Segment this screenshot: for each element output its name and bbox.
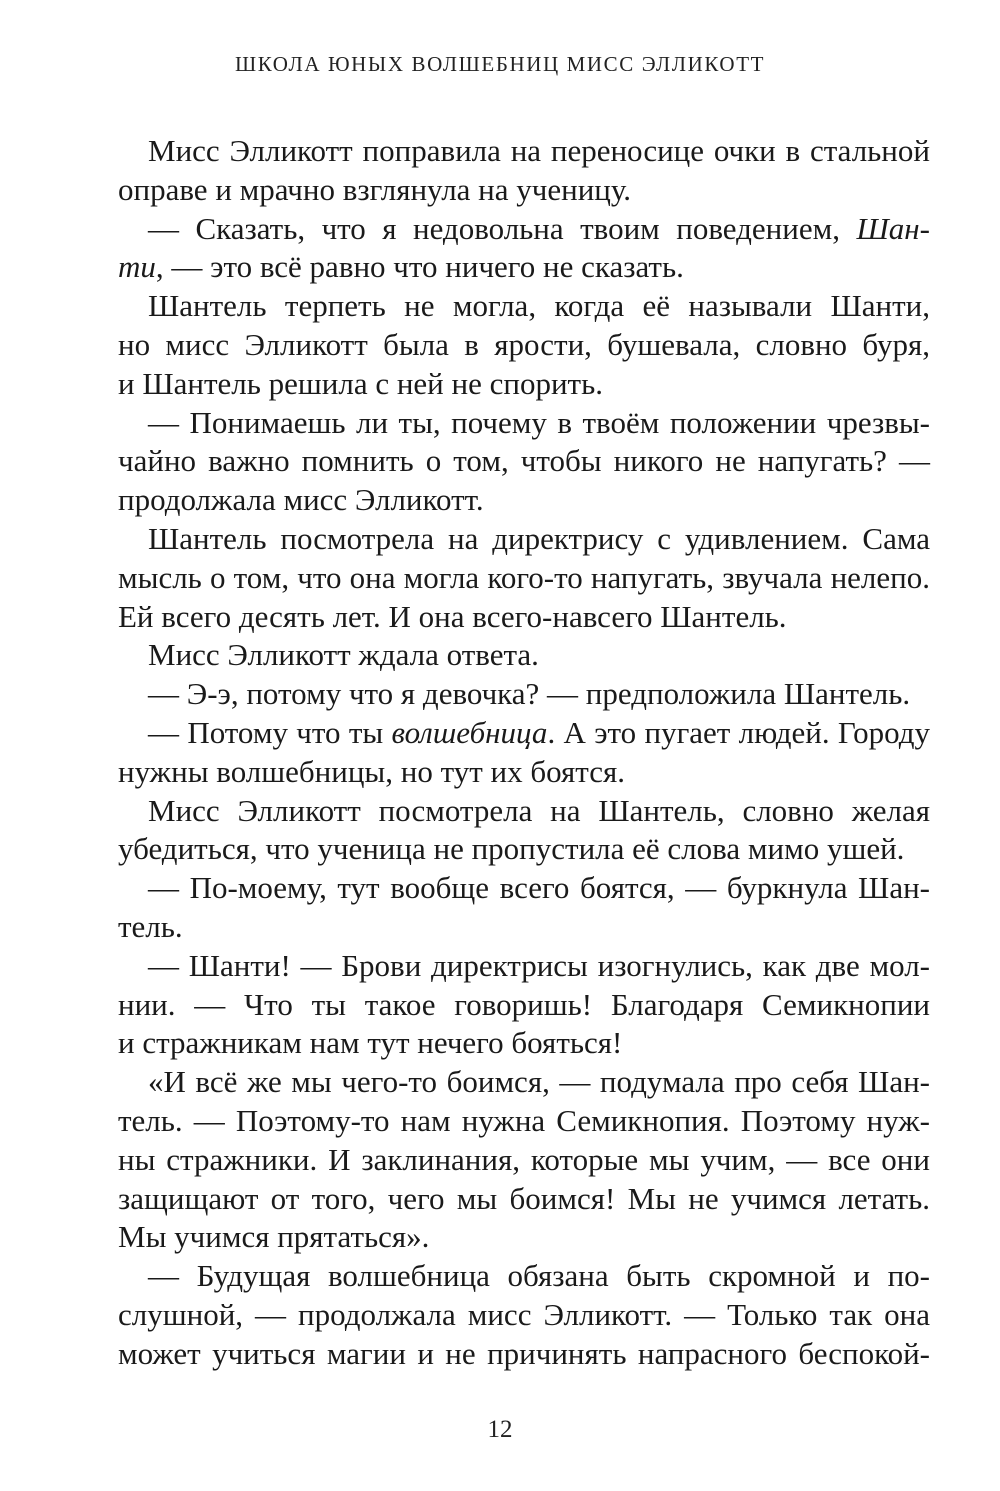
body-text bbox=[118, 132, 930, 1374]
text-line: нии. — Что ты такое говоришь! Благодаря Семикнопии bbox=[118, 986, 930, 1022]
text-line: — Э-э, потому что я девочка? — предположила Шантель. bbox=[148, 676, 911, 712]
text-line bbox=[118, 248, 930, 287]
text-fragment: , — это всё равно что ничего не сказать. bbox=[155, 249, 684, 285]
text-line: Шантель терпеть не могла, когда её называли Шанти, bbox=[148, 288, 930, 324]
text-line: Мисс Элликотт поправила на переносице очки в стальной bbox=[148, 133, 930, 168]
text-line: нужны волшебницы, но тут их боятся. bbox=[118, 753, 626, 789]
page-number: 12 bbox=[487, 1416, 513, 1443]
italic-name: ти bbox=[118, 249, 156, 285]
text-line: но мисс Элликотт была в ярости, бушевала, словно буря, bbox=[118, 326, 930, 362]
text-line bbox=[118, 714, 930, 753]
text-line: продолжала мисс Элликотт. bbox=[118, 482, 484, 518]
text-line: Ей всего десять лет. И она всего-навсего Шантель. bbox=[118, 598, 787, 634]
text-line: чайно важно помнить о том, чтобы никого не напугать? — bbox=[118, 443, 930, 479]
text-line: мысль о том, что она могла кого-то напугать, звучала нелепо. bbox=[118, 559, 930, 595]
text-fragment: — Потому что ты bbox=[148, 714, 392, 750]
text-line: может учиться магии и не причинять напрасного беспокой- bbox=[118, 1335, 930, 1371]
text-line: слушной, — продолжала мисс Элликотт. — Только так она bbox=[118, 1296, 930, 1332]
text-line: — Шанти! — Брови директрисы изогнулись, как две мол- bbox=[148, 947, 930, 983]
text-line: защищают от того, чего мы боимся! Мы не учимся летать. bbox=[118, 1180, 930, 1216]
text-line: «И всё же мы чего-то боимся, — подумала про себя Шан- bbox=[148, 1064, 930, 1100]
text-line: тель. — Поэтому-то нам нужна Семикнопия. Поэтому нуж- bbox=[118, 1102, 930, 1138]
text-line: и Шантель решила с ней не спорить. bbox=[118, 365, 603, 401]
text-line: ны стражники. И заклинания, которые мы учим, — все они bbox=[118, 1141, 930, 1177]
text-line: — По-моему, тут вообще всего боятся, — буркнула Шан- bbox=[148, 870, 930, 906]
text-line: убедиться, что ученица не пропустила её слова мимо ушей. bbox=[118, 831, 905, 867]
text-line: тель. bbox=[118, 908, 183, 944]
running-header: ШКОЛА ЮНЫХ ВОЛШЕБНИЦ МИСС ЭЛЛИКОТТ bbox=[234, 52, 766, 76]
text-line: — Понимаешь ли ты, почему в твоём положении чрезвы- bbox=[148, 404, 930, 440]
italic-name: Шан- bbox=[856, 210, 930, 246]
text-line bbox=[118, 210, 930, 249]
text-line: — Будущая волшебница обязана быть скромной и по- bbox=[148, 1258, 930, 1294]
text-line: Шантель посмотрела на директрису с удивлением. Сама bbox=[148, 520, 930, 556]
text-fragment: — Сказать, что я недовольна твоим поведением, bbox=[148, 210, 857, 246]
text-line: оправе и мрачно взглянула на ученицу. bbox=[118, 171, 632, 207]
text-line: Мы учимся прятаться». bbox=[118, 1219, 430, 1255]
text-line: Мисс Элликотт посмотрела на Шантель, словно желая bbox=[148, 792, 930, 828]
text-line: Мисс Элликотт ждала ответа. bbox=[148, 637, 539, 673]
text-line: и стражникам нам тут нечего бояться! bbox=[118, 1025, 623, 1061]
italic-word: волшебница bbox=[391, 714, 548, 750]
text-fragment: . А это пугает людей. Городу bbox=[547, 714, 930, 750]
